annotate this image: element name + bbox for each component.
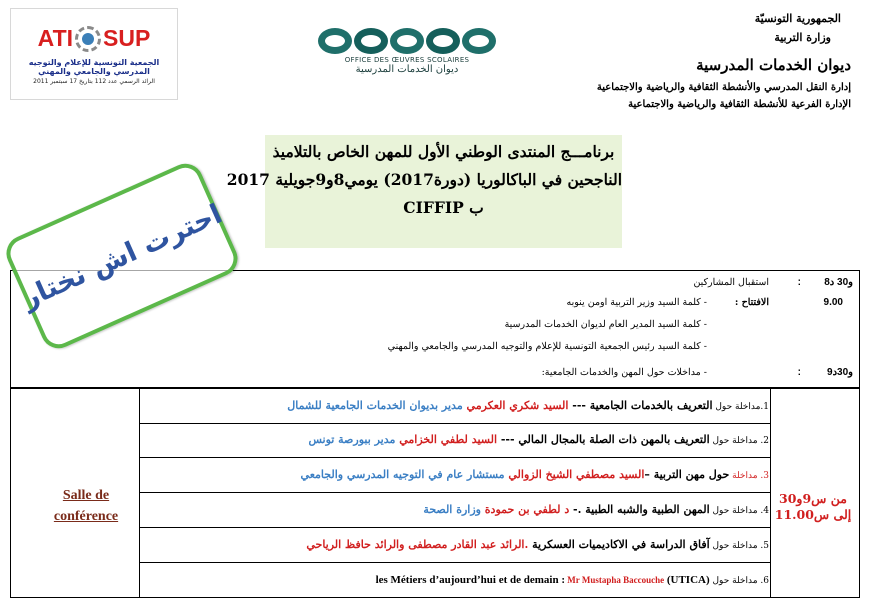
talk-speaker: د لطفي بن حمودة	[484, 503, 574, 516]
talk-row	[287, 399, 769, 412]
talks-intro: - مداخلات حول المهن والخدمات الجامعية:	[541, 367, 707, 378]
ministry-label: وزارة التربية	[774, 31, 831, 44]
department-label: إدارة النقل المدرسي والأنشطة الثقافية والرياضية والاجتماعية	[596, 82, 851, 93]
talk-speaker: السيد شكري العكرمي	[466, 399, 569, 412]
talk-speaker: .الرائد عبد القادر مصطفى والرائد حافظ الرياحي	[306, 538, 529, 551]
room-line-1: Salle de	[62, 488, 110, 503]
talk-number: 4. مداخلة حول	[709, 506, 769, 516]
opening-speech-2: - كلمة السيد المدير العام لديوان الخدمات المدرسية	[504, 319, 707, 330]
time-range-start: من س9و30	[779, 491, 847, 506]
talk-topic: (UTICA) les Métiers d’aujourd’hui et de demain :	[375, 574, 710, 586]
talk-speaker-role: مستشار عام في التوجيه المدرسي والجامعي	[300, 468, 509, 481]
subdepartment-label: الإدارة الفرعية للأنشطة الثقافية والرياضية والاجتماعية	[628, 99, 851, 110]
time-colon: :	[797, 277, 801, 288]
time-colon-2: :	[797, 367, 801, 378]
opening-speech-3: - كلمة السيد رئيس الجمعية التونسية للإعلام والتوجيه المدرسي والجامعي والمهني	[387, 341, 707, 352]
talk-topic: حول مهن التربية –	[644, 468, 730, 481]
atisup-official-ref: الرائد الرسمي عدد 112 بتاريخ 17 سبتمبر 2011	[33, 78, 155, 85]
ministry-header	[521, 12, 851, 110]
time-range-end: إلى س11.00	[774, 507, 852, 522]
program-title	[226, 135, 622, 248]
talk-speaker-role: مدير بديوان الخدمات الجامعية للشمال	[287, 399, 467, 412]
room-line-2: conférence	[53, 509, 119, 524]
talk-row	[423, 503, 769, 516]
talk-topic: التعريف بالمهن ذات الصلة بالمجال المالي ---	[497, 433, 710, 446]
ooesco-logo-mark	[312, 28, 502, 54]
atisup-association-name: الجمعية التونسية للإعلام والتوجيه المدرسي والجامعي والمهني	[28, 58, 160, 76]
talk-number: 5. مداخلة حول	[709, 541, 769, 551]
republic-label: الجمهورية التونسيّة	[754, 12, 841, 25]
talk-number: 3. مداخلة	[729, 471, 769, 481]
title-line-3: ب CIFFIP	[403, 198, 484, 217]
talk-speaker: Mr Mustapha Baccouche	[565, 575, 665, 585]
talk-speaker-role: وزارة الصحة	[423, 503, 485, 516]
time-talks: 9و30د	[827, 367, 853, 378]
talk-row	[306, 538, 769, 551]
opening-label: الافتتاح :	[734, 297, 769, 308]
office-label: ديوان الخدمات المدرسية	[696, 56, 851, 74]
talk-row	[376, 573, 769, 586]
title-line-2: الناجحين في الباكالوريا (دورة2017) يومي8و9جويلية 2017	[226, 170, 622, 189]
atisup-brand-right: SUP	[103, 25, 151, 51]
atisup-brand-left: ATI	[37, 25, 74, 51]
talk-row	[301, 468, 769, 481]
talk-topic: آفاق الدراسة في الاكاديميات العسكرية	[528, 538, 710, 551]
opening-speech-1: - كلمة السيد وزير التربية اومن ينوبه	[566, 297, 707, 308]
talk-topic: المهن الطبية والشبه الطبية .-	[573, 503, 710, 516]
talk-number: 6. مداخلة حول	[709, 576, 769, 586]
ooesco-logo-arabic: ديوان الخدمات المدرسية	[355, 64, 459, 75]
welcome-text: استقبال المشاركين	[693, 277, 769, 288]
ooesco-logo-french: OFFICE DES ŒUVRES SCOLAIRES	[344, 56, 470, 64]
talk-number: 2. مداخلة حول	[709, 436, 769, 446]
talks-table	[10, 388, 860, 598]
talk-speaker: السيد مصطفي الشيخ الزوالي	[508, 468, 645, 481]
talk-number: 1.مداخلة حول	[712, 402, 769, 412]
talk-speaker: السيد لطفي الخزامي	[399, 433, 498, 446]
stamp-text: احترت اش نختار	[17, 198, 227, 314]
talk-topic: التعريف بالخدمات الجامعية ---	[568, 399, 713, 412]
talk-speaker-role: مدير ببورصة تونس	[308, 433, 400, 446]
room-label	[31, 485, 141, 527]
gear-icon	[75, 26, 101, 52]
talk-row	[309, 433, 770, 446]
ooesco-logo	[312, 28, 502, 90]
atisup-logo	[10, 8, 178, 100]
time-welcome: 8و30 د	[824, 277, 853, 288]
talks-time-range	[773, 491, 853, 523]
time-opening: 9.00	[823, 297, 843, 308]
title-line-1: برنامـــج المنتدى الوطني الأول للمهن الخاص بالتلاميذ	[272, 142, 615, 161]
